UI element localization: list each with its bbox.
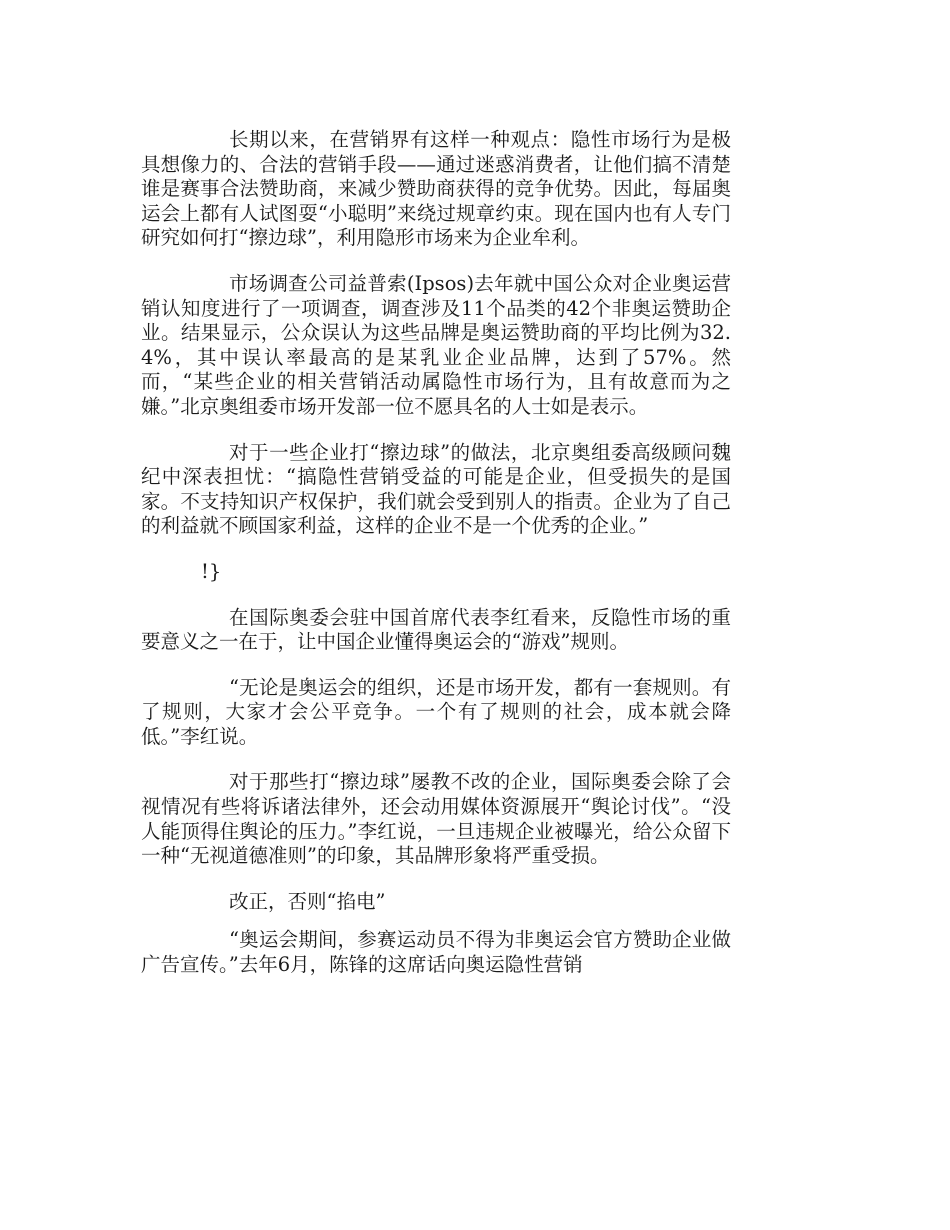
article-body bbox=[141, 128, 731, 999]
paragraph-3: 对于一些企业打“擦边球”的做法，北京奥组委高级顾问魏纪中深表担忧：“搞隐性营销受益的可能是企业，但受损失的是国家。不支持知识产权保护，我们就会受到别人的指责。企业为了自己的利益就不顾国家利益，这样的企业不是一个优秀的企业。” bbox=[141, 440, 731, 538]
paragraph-5: 在国际奥委会驻中国首席代表李红看来，反隐性市场的重要意义之一在于，让中国企业懂得奥运会的“游戏”规则。 bbox=[141, 605, 731, 654]
paragraph-1: 长期以来，在营销界有这样一种观点：隐性市场行为是极具想像力的、合法的营销手段——通过迷惑消费者，让他们搞不清楚谁是赛事合法赞助商，来减少赞助商获得的竞争优势。因此，每届奥运会上都有人试图耍“小聪明”来绕过规章约束。现在国内也有人专门研究如何打“擦边球”，利用隐形市场来为企业牟利。 bbox=[141, 128, 731, 250]
paragraph-7: 对于那些打“擦边球”屡教不改的企业，国际奥委会除了会视情况有些将诉诸法律外，还会动用媒体资源展开“舆论讨伐”。“没人能顶得住舆论的压力。”李红说，一旦违规企业被曝光，给公众留下一种“无视道德准则”的印象，其品牌形象将严重受损。 bbox=[141, 770, 731, 868]
paragraph-6: “无论是奥运会的组织，还是市场开发，都有一套规则。有了规则，大家才会公平竞争。一个有了规则的社会，成本就会降低。”李红说。 bbox=[141, 675, 731, 748]
paragraph-2: 市场调查公司益普索(Ipsos)去年就中国公众对企业奥运营销认知度进行了一项调查，调查涉及11个品类的42个非奥运赞助企业。结果显示，公众误认为这些品牌是奥运赞助商的平均比例为32.4%，其中误认率最高的是某乳业企业品牌，达到了57%。然而，“某些企业的相关营销活动属隐性市场行为，且有故意而为之嫌。”北京奥组委市场开发部一位不愿具名的人士如是表示。 bbox=[141, 271, 731, 418]
paragraph-9: “奥运会期间，参赛运动员不得为非奥运会官方赞助企业做广告宣传。”去年6月，陈锋的这席话向奥运隐性营销 bbox=[141, 928, 731, 977]
paragraph-4: !} bbox=[201, 559, 222, 583]
section-heading: 改正，否则“掐电” bbox=[229, 889, 386, 913]
